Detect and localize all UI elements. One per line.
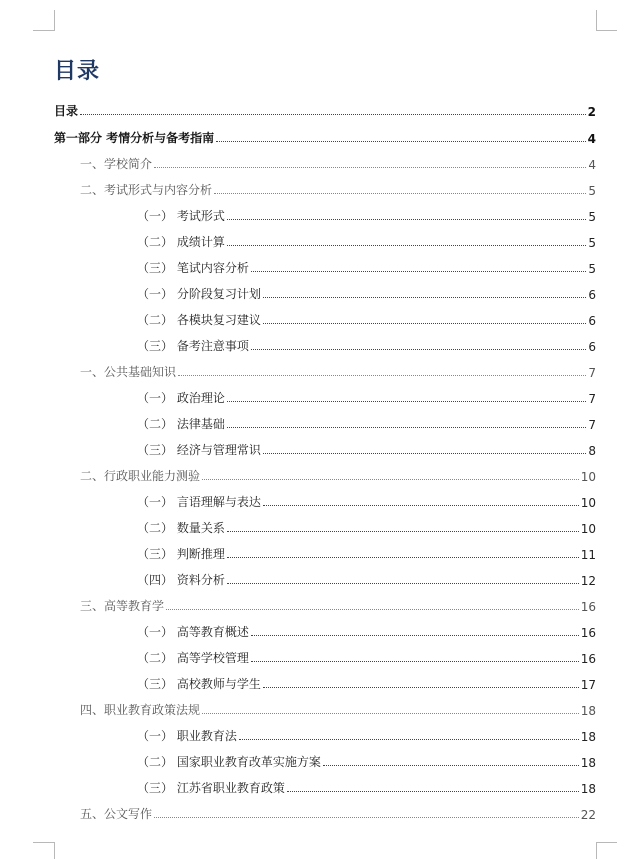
toc-entry-page-number: 18 — [580, 756, 596, 770]
dot-leader — [154, 817, 579, 818]
dot-leader — [216, 141, 585, 142]
toc-entry-page-number: 22 — [580, 808, 596, 822]
toc-entry[interactable] — [137, 778, 596, 796]
dot-leader — [227, 245, 587, 246]
crop-mark-top-right — [596, 10, 617, 31]
toc-entry-text: （三） 高校教师与学生 — [137, 677, 261, 691]
toc-entry-text: 五、公文写作 — [80, 807, 153, 821]
dot-leader — [251, 349, 587, 350]
toc-entry[interactable] — [137, 674, 596, 692]
dot-leader — [202, 713, 579, 714]
dot-leader — [154, 167, 586, 168]
toc-entry[interactable] — [137, 622, 596, 640]
toc-entry-text: 一、公共基础知识 — [80, 365, 177, 379]
dot-leader — [263, 323, 587, 324]
toc-entry-text: 一、学校简介 — [80, 157, 153, 171]
toc-entry-page-number: 6 — [588, 314, 596, 328]
toc-entry-page-number: 18 — [580, 704, 596, 718]
toc-entry-page-number: 17 — [580, 678, 596, 692]
toc-entry-page-number: 5 — [588, 210, 596, 224]
toc-entry[interactable] — [137, 388, 596, 406]
toc-entry[interactable] — [137, 570, 596, 588]
toc-entry-page-number: 11 — [580, 548, 596, 562]
toc-entry-page-number: 5 — [588, 262, 596, 276]
toc-entry-text: 目录 — [54, 104, 79, 118]
toc-entry[interactable] — [137, 414, 596, 432]
toc-entry-text: 三、高等教育学 — [80, 599, 165, 613]
toc-entry-page-number: 16 — [580, 626, 596, 640]
toc-entry[interactable] — [137, 492, 596, 510]
dot-leader — [323, 765, 579, 766]
toc-entry-text: （二） 高等学校管理 — [137, 651, 249, 665]
dot-leader — [166, 609, 579, 610]
toc-entry-text: （一） 职业教育法 — [137, 729, 237, 743]
toc-entry-page-number: 10 — [580, 522, 596, 536]
toc-entry[interactable] — [137, 310, 596, 328]
toc-entry-text: （二） 国家职业教育改革实施方案 — [137, 755, 321, 769]
toc-entry-text: （三） 笔试内容分析 — [137, 261, 249, 275]
toc-entry-text: （一） 高等教育概述 — [137, 625, 249, 639]
dot-leader — [80, 114, 586, 115]
toc-entry[interactable] — [80, 466, 596, 484]
dot-leader — [251, 271, 587, 272]
dot-leader — [251, 661, 579, 662]
crop-mark-top-left — [33, 10, 55, 31]
toc-entry[interactable] — [137, 336, 596, 354]
dot-leader — [263, 297, 587, 298]
toc-entry-page-number: 16 — [580, 652, 596, 666]
toc-entry-page-number: 8 — [588, 444, 596, 458]
dot-leader — [227, 557, 579, 558]
toc-entry[interactable] — [80, 154, 596, 172]
toc-entry[interactable] — [137, 544, 596, 562]
toc-entry-page-number: 7 — [588, 418, 596, 432]
toc-entry-page-number: 7 — [588, 392, 596, 406]
toc-entry[interactable] — [80, 596, 596, 614]
dot-leader — [227, 531, 579, 532]
toc-entry[interactable] — [54, 128, 596, 146]
toc-entry-page-number: 7 — [588, 366, 596, 380]
toc-entry-text: （二） 成绩计算 — [137, 235, 225, 249]
toc-entry-page-number: 5 — [588, 184, 596, 198]
toc-entry[interactable] — [54, 101, 596, 119]
toc-entry[interactable] — [137, 726, 596, 744]
dot-leader — [227, 401, 587, 402]
toc-entry-text: （一） 考试形式 — [137, 209, 225, 223]
toc-entry-text: （三） 经济与管理常识 — [137, 443, 261, 457]
dot-leader — [178, 375, 586, 376]
toc-entry-page-number: 2 — [587, 105, 596, 119]
toc-entry-page-number: 6 — [588, 340, 596, 354]
toc-entry-page-number: 10 — [580, 496, 596, 510]
dot-leader — [214, 193, 586, 194]
dot-leader — [202, 479, 579, 480]
toc-entry-text: （一） 政治理论 — [137, 391, 225, 405]
toc-title: 目录 — [54, 59, 101, 84]
toc-entry[interactable] — [80, 180, 596, 198]
crop-mark-bottom-left — [33, 842, 55, 859]
toc-entry[interactable] — [137, 284, 596, 302]
dot-leader — [263, 687, 579, 688]
dot-leader — [227, 427, 587, 428]
toc-entry[interactable] — [137, 752, 596, 770]
toc-entry[interactable] — [137, 648, 596, 666]
toc-entry[interactable] — [137, 440, 596, 458]
dot-leader — [227, 219, 587, 220]
dot-leader — [239, 739, 579, 740]
toc-entry-page-number: 18 — [580, 730, 596, 744]
toc-entry[interactable] — [80, 804, 596, 822]
dot-leader — [263, 453, 587, 454]
dot-leader — [227, 583, 579, 584]
toc-entry-text: 二、考试形式与内容分析 — [80, 183, 213, 197]
toc-entry-text: （二） 各模块复习建议 — [137, 313, 261, 327]
toc-entry-text: （三） 江苏省职业教育政策 — [137, 781, 285, 795]
toc-entry-page-number: 4 — [587, 132, 596, 146]
toc-entry[interactable] — [137, 232, 596, 250]
toc-entry-text: （二） 法律基础 — [137, 417, 225, 431]
dot-leader — [287, 791, 579, 792]
dot-leader — [251, 635, 579, 636]
toc-entry-page-number: 4 — [588, 158, 596, 172]
toc-entry-text: （四） 资料分析 — [137, 573, 225, 587]
toc-entry-page-number: 18 — [580, 782, 596, 796]
toc-entry-text: 第一部分 考情分析与备考指南 — [54, 131, 215, 145]
crop-mark-bottom-right — [596, 842, 617, 859]
toc-entry[interactable] — [137, 518, 596, 536]
toc-entry-page-number: 5 — [588, 236, 596, 250]
toc-entry[interactable] — [137, 206, 596, 224]
toc-entry-text: （三） 判断推理 — [137, 547, 225, 561]
toc-entry-page-number: 10 — [580, 470, 596, 484]
dot-leader — [263, 505, 579, 506]
toc-entry[interactable] — [80, 700, 596, 718]
toc-entry-text: （二） 数量关系 — [137, 521, 225, 535]
toc-entry-page-number: 12 — [580, 574, 596, 588]
toc-entry[interactable] — [80, 362, 596, 380]
toc-entry-text: 二、行政职业能力测验 — [80, 469, 201, 483]
toc-entry-page-number: 6 — [588, 288, 596, 302]
toc-entry[interactable] — [137, 258, 596, 276]
toc-entry-text: 四、职业教育政策法规 — [80, 703, 201, 717]
toc-entry-text: （一） 言语理解与表达 — [137, 495, 261, 509]
toc-entry-page-number: 16 — [580, 600, 596, 614]
toc-entry-text: （三） 备考注意事项 — [137, 339, 249, 353]
toc-entry-text: （一） 分阶段复习计划 — [137, 287, 261, 301]
